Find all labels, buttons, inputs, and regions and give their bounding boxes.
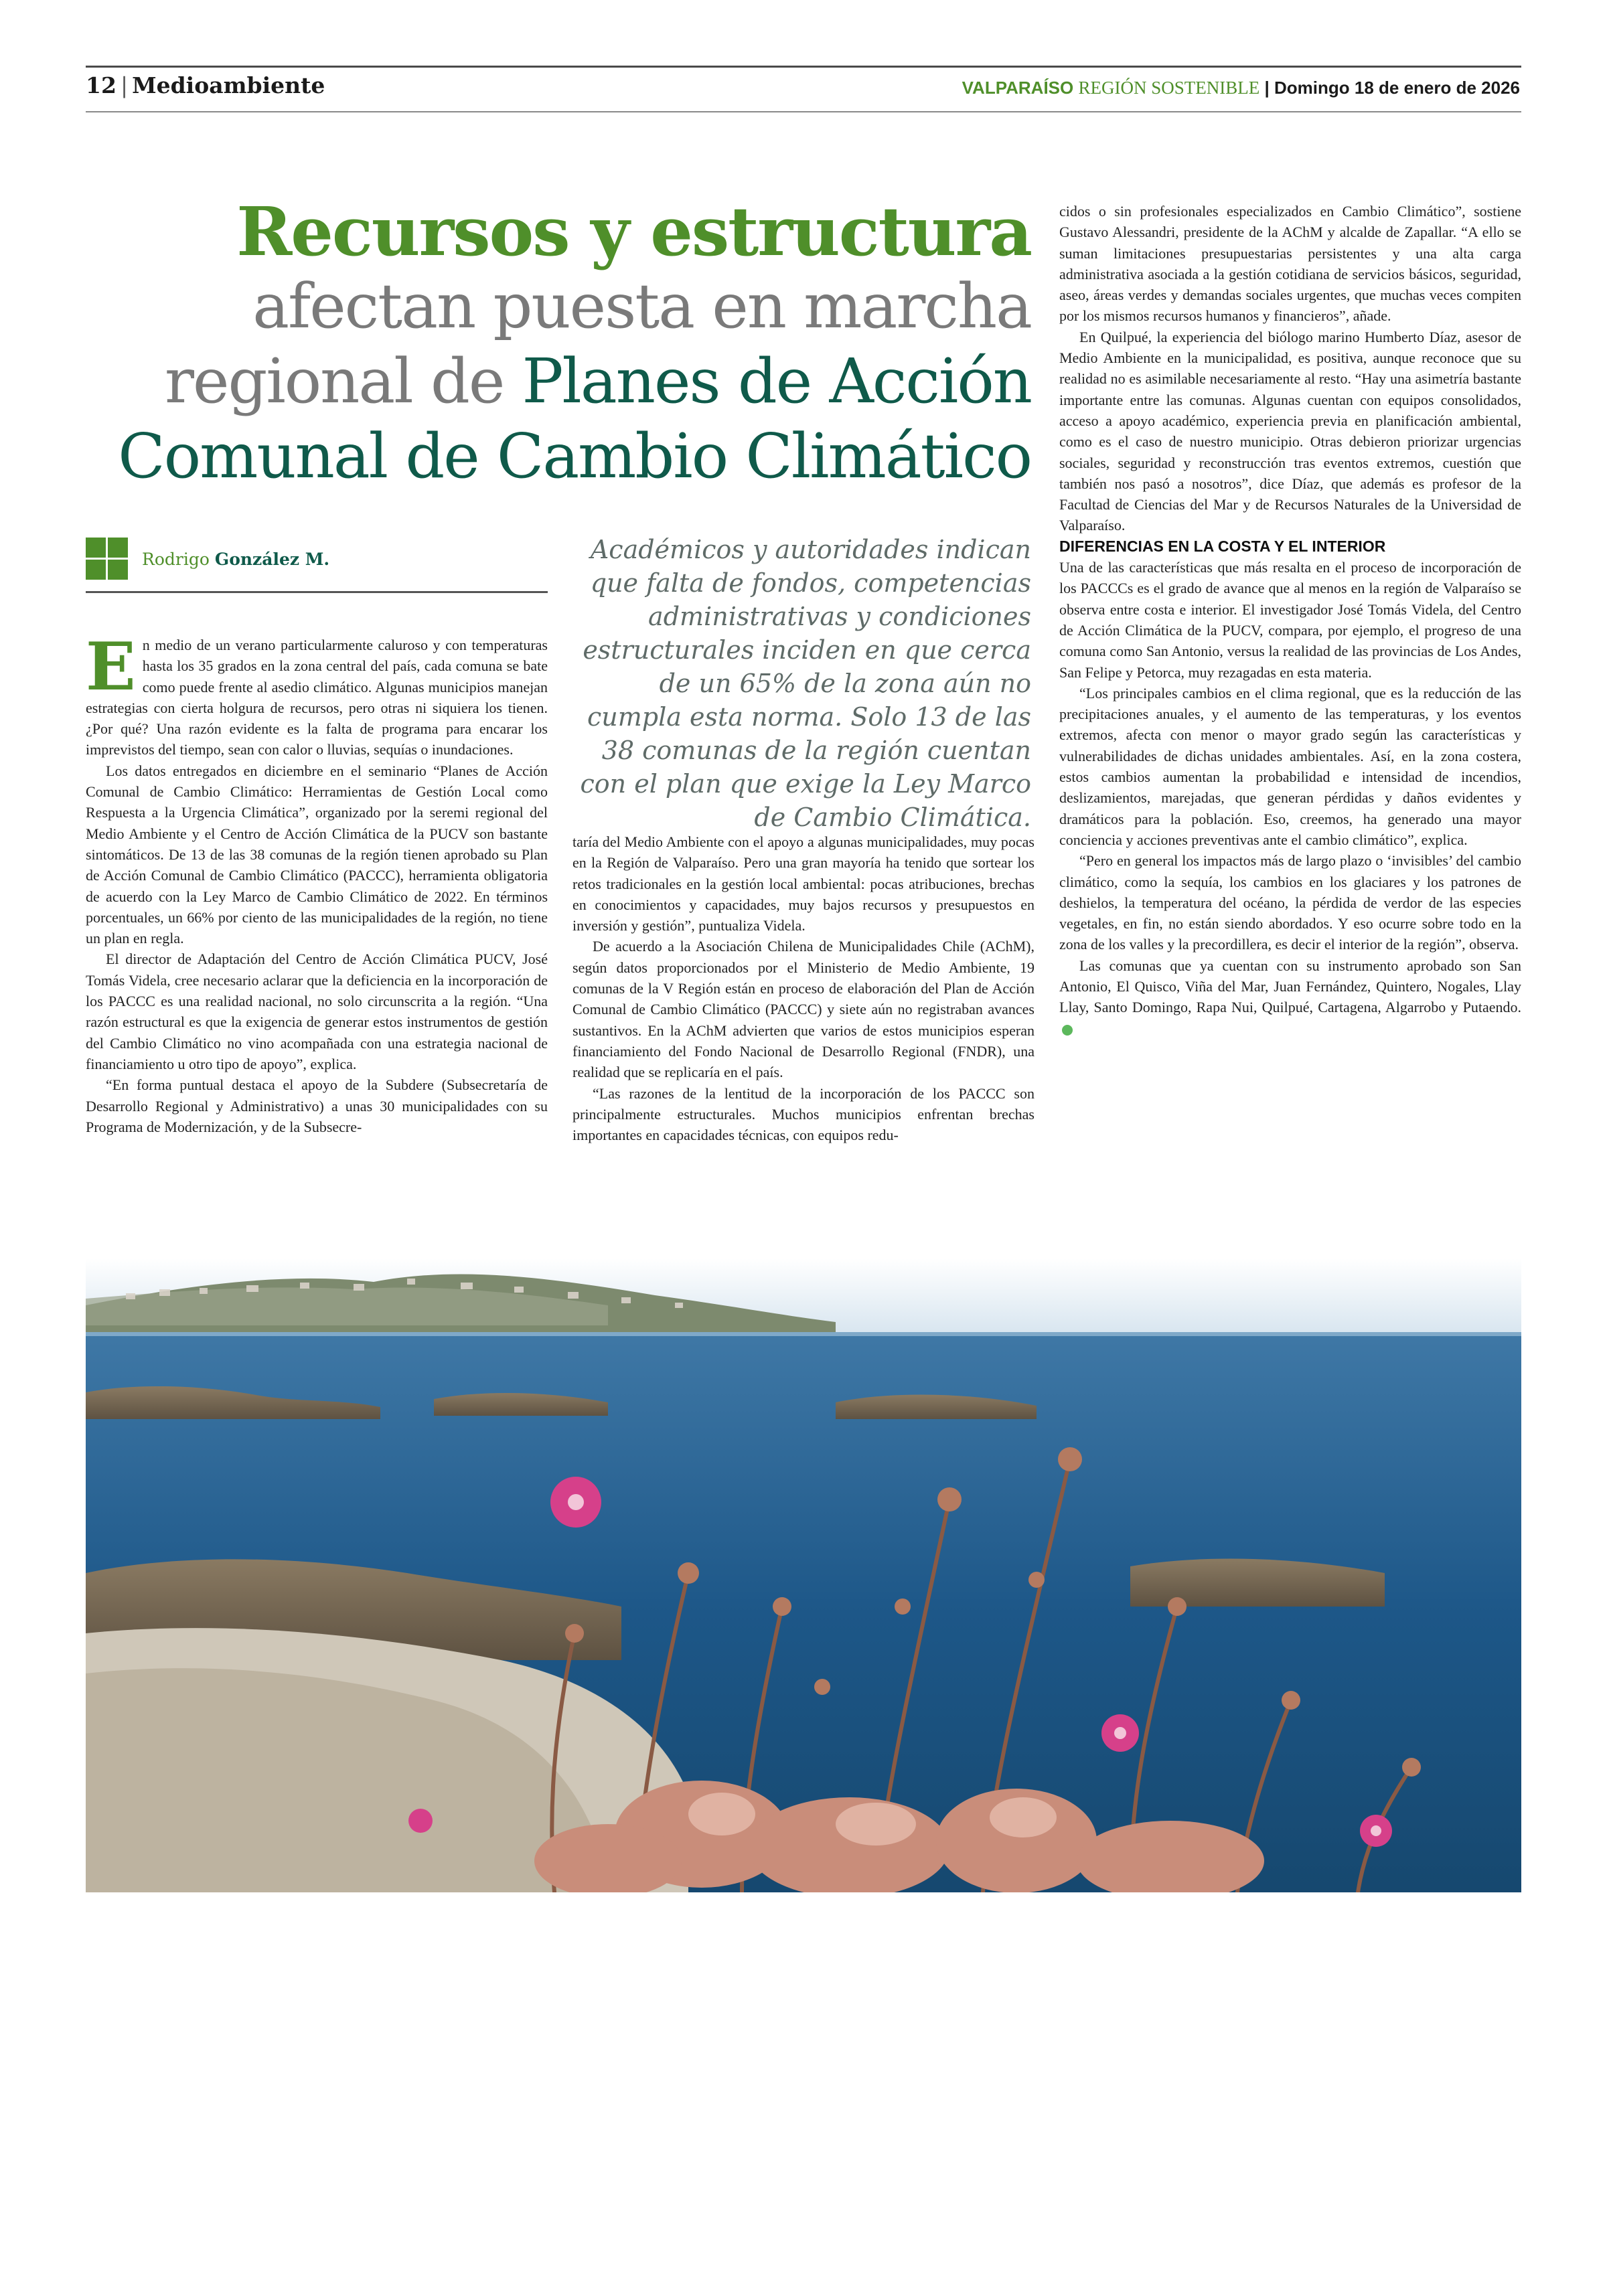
article-column-1 <box>86 629 548 1137</box>
byline <box>86 538 548 593</box>
author-name <box>142 550 329 569</box>
paragraph: taría del Medio Ambiente con el apoyo a algunas municipalidades, muy pocas en la Región de Valparaíso. Pero una gran mayoría ha tenido que sortear los retos tradicionales en la gestión local ambiental: pocas atribuciones, brechas en conocimientos y capacidades, muy bajos recursos y presupuestos en inversión y gestión”, puntualiza Videla. <box>572 833 1035 934</box>
paragraph: Los datos entregados en diciembre en el seminario “Planes de Acción Comunal de Cambio Climático: Herramientas de Gestión Local como Respuesta a la Urgencia Climática”, organizado por la seremi regional del Medio Ambiente y el Centro de Acción Climática de la PUCV son bastante sintomáticos. De 13 de las 38 comunas de la región tienen aprobado su Plan de Acción Comunal de Cambio Climático (PACCC), herramienta obligatoria de acuerdo con la Ley Marco de Cambio Climático de 2022. En términos porcentuales, un 66% por ciento de las municipalidades de la región, no tiene un plan en regla. <box>86 762 548 947</box>
paragraph: Una de las características que más resalta en el proceso de incorporación de los PACCCs es el grado de avance que al menos en la región de Valparaíso se observa entre costa e interior. El investigador José Tomás Videla, del Centro de Acción Climática de la PUCV, compara, por ejemplo, el progreso de una comuna como San Antonio, versus la realidad de las provincias de Los Andes, San Felipe y Petorca, muy rezagadas en esta materia. <box>1059 559 1521 681</box>
paragraph <box>86 629 548 760</box>
headline-line-4: Comunal de Cambio Climático <box>118 420 1031 492</box>
end-mark-icon <box>1062 1025 1073 1036</box>
page-header-left <box>86 72 325 98</box>
page-number: 12 <box>86 72 117 98</box>
article-column-3 <box>1059 201 1521 1039</box>
paragraph: De acuerdo a la Asociación Chilena de Municipalidades Chile (AChM), según datos proporcionados por el Ministerio de Medio Ambiente, 19 comunas de la V Región están en proceso de elaboración del Plan de Acción Comunal de Cambio Climático (PACCC) y siete aún no registraban avances sustantivos. En la AChM advierten que varios de estos municipios esperan financiamiento del Fondo Nacional de Desarrollo Regional (FNDR), una realidad que se replicaría en el país. <box>572 938 1035 1081</box>
paragraph: El director de Adaptación del Centro de Acción Climática PUCV, José Tomás Videla, cree necesario aclarar que la deficiencia en la incorporación de los PACCC es una realidad nacional, no solo circunscrita a la región. “Una razón estructural es que la exigencia de generar estos instrumentos de gestión del Cambio Climático no vino acompañada con una estrategia nacional de financiamiento u otro tipo de apoyo”, explica. <box>86 951 548 1072</box>
headline-line-2: afectan puesta en marcha <box>252 270 1031 342</box>
paragraph: “Las razones de la lentitud de la incorporación de los PACCC son principalmente estructurales. Muchos municipios enfrentan brechas importantes en capacidades técnicas, con equipos redu- <box>572 1084 1035 1144</box>
paragraph: cidos o sin profesionales especializados en Cambio Climático”, sostiene Gustavo Alessandri, presidente de la AChM y alcalde de Zapallar. “A ello se suman limitaciones presupuestarias persistentes y una alta carga administrativa asociada a la gestión cotidiana de servicios básicos, seguridad, aseo, áreas verdes y demandas sociales urgentes, que muchas veces compiten por los mismos recursos humanos y financieros”, añade. <box>1059 203 1521 325</box>
header-bottom-rule <box>86 111 1521 112</box>
issue-date: Domingo 18 de enero de 2026 <box>1274 78 1520 98</box>
headline <box>100 194 1031 494</box>
article-column-2 <box>572 831 1035 1145</box>
section-name: Medioambiente <box>132 72 325 98</box>
paragraph <box>1059 955 1521 1039</box>
headline-line-1: Recursos y estructura <box>236 192 1031 271</box>
headline-line-3a: regional de <box>165 345 522 417</box>
paragraph-text: n medio de un verano particularmente caluroso y con temperaturas hasta los 35 grados en la zona central del país, cada comuna se bate como puede frente al asedio climático. Algunas municipios manejan estrategias con cierta holgura de recursos, pero otras ni siquiera los tienen. ¿Por qué? Una razón evidente es la falta de programa para encarar los imprevistos del tiempo, sean con calor o lluvias, sequías o inundaciones. <box>86 637 548 758</box>
author-first-name: Rodrigo <box>142 550 210 569</box>
brand-logo-icon <box>86 538 129 580</box>
headline-line-3b: Planes de Acción <box>522 345 1031 417</box>
page-header-right <box>962 78 1520 98</box>
coastal-photo <box>86 1258 1521 1892</box>
header-separator: | <box>120 72 129 98</box>
brand-city: VALPARAÍSO <box>962 78 1074 98</box>
paragraph: En Quilpué, la experiencia del biólogo marino Humberto Díaz, asesor de Medio Ambiente en la municipalidad, es positiva, aunque reconoce que su realidad no es asimilable necesariamente al resto. “Hay una asimetría bastante importante entre las comunas. Algunas cuentan con equipos consolidados, acceso a apoyo académico, experiencia previa en planificación ambiental, como es el caso de nuestro municipio. Otras debieron priorizar urgencias sociales, seguridad y reconstrucción tras eventos extremos, cuestión que también nos pasó a nosotros”, dice Díaz, que además es profesor de la Facultad de Ciencias del Mar y de Recursos Naturales de la Universidad de Valparaíso. <box>1059 328 1521 534</box>
paragraph-text: Las comunas que ya cuentan con su instrumento aprobado son San Antonio, El Quisco, Viña del Mar, Juan Fernández, Quintero, Nogales, Llay Llay, Santo Domingo, Rapa Nui, Quilpué, Cartagena, Algarrobo y Putaendo. <box>1059 957 1521 1016</box>
drop-cap: E <box>86 629 136 706</box>
subheading: DIFERENCIAS EN LA COSTA Y EL INTERIOR <box>1059 537 1386 555</box>
paragraph: “En forma puntual destaca el apoyo de la Subdere (Subsecretaría de Desarrollo Regional y Administrativo) a unas 30 municipalidades con su Programa de Modernización, y de la Subsecre- <box>86 1076 548 1135</box>
headline-line-3 <box>100 344 1031 419</box>
header-separator: | <box>1264 78 1270 98</box>
author-last-name: González M. <box>214 550 330 569</box>
paragraph: “Los principales cambios en el clima regional, que es la reducción de las precipitaciones anuales, y el aumento de las temperaturas, y los eventos extremos, afecta con menor o mayor grado según las características y vulnerabilidades de dichas unidades ambientales. Así, en la zona costera, estos cambios aumentan la probabilidad e intensidad de incendios, deslizamientos, marejadas, que generan pérdidas y daños evidentes y dramáticos para la población. Eso, creemos, ha generado una mayor conciencia y acciones preventivas ante el cambio climático”, explica. <box>1059 684 1521 848</box>
header-top-rule <box>86 66 1521 68</box>
brand-tagline: REGIÓN SOSTENIBLE <box>1078 78 1260 98</box>
deck: Académicos y autoridades indican que falta de fondos, competencias administrativas y condiciones estructurales inciden en que cerca de un 65% de la zona aún no cumpla esta norma. Solo 13 de las 38 comunas de la región cuentan con el plan que exige la Ley Marco de Cambio Climática. <box>580 535 1031 832</box>
paragraph: “Pero en general los impactos más de largo plazo o ‘invisibles’ del cambio climático, como la sequía, los cambios en los glaciares y los patrones de deshielos, la temperatura del océano, la pérdida de verdor de las especies vegetales, en fin, no están siendo abordados. Y eso ocurre sobre todo en la zona de los valles y la precordillera, es decir el interior de la región”, observa. <box>1059 852 1521 953</box>
